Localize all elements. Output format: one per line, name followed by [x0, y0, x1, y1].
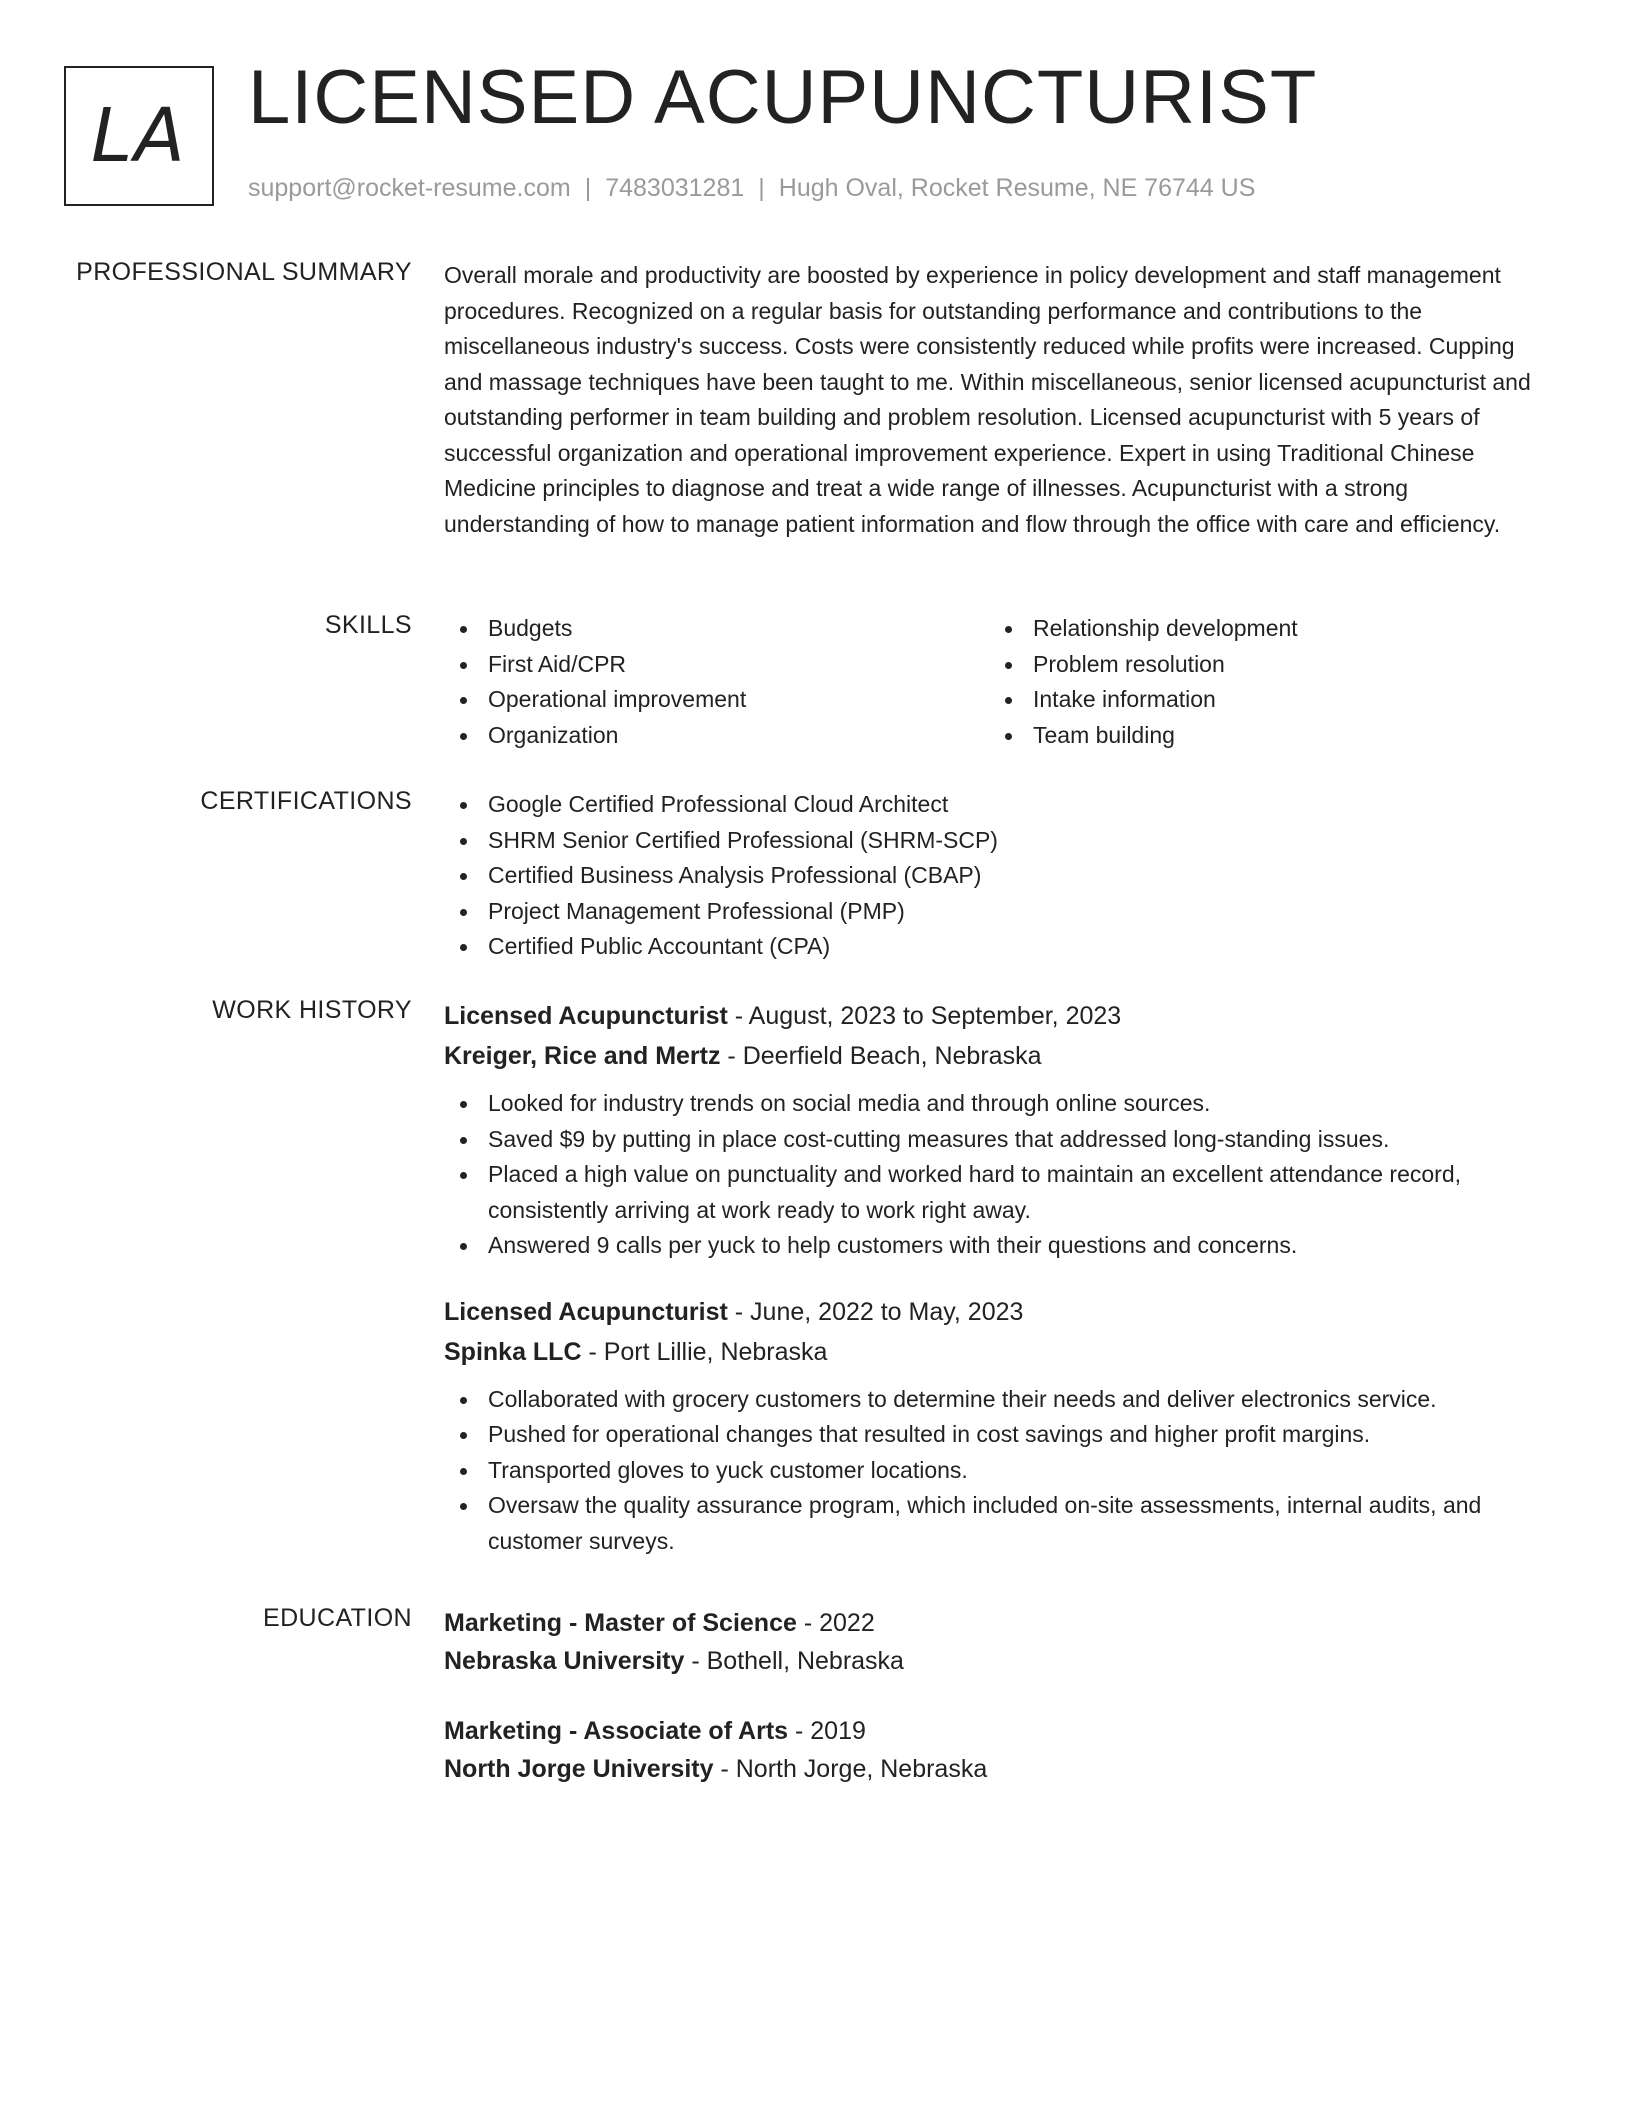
job-title-line: [444, 1292, 1554, 1332]
skill-item: Intake information: [989, 682, 1534, 718]
education-degree: Marketing - Master of Science: [444, 1609, 797, 1637]
job-entry: [444, 1292, 1554, 1560]
certification-item: Project Management Professional (PMP): [444, 894, 1554, 930]
education-school: North Jorge University: [444, 1755, 714, 1783]
work-history-body: [444, 996, 1554, 1559]
job-bullet: Placed a high value on punctuality and worked hard to maintain an excellent attendance record, consistently arriving at work ready to work right away.: [444, 1157, 1554, 1228]
section-heading-work-history: WORK HISTORY: [212, 996, 412, 1024]
job-company-line: [444, 1332, 1554, 1372]
education-degree-line: [444, 1712, 1554, 1750]
job-location: - Port Lillie, Nebraska: [581, 1337, 828, 1366]
job-bullet: Pushed for operational changes that resulted in cost savings and higher profit margins.: [444, 1417, 1554, 1453]
job-bullet: Saved $9 by putting in place cost-cutting measures that addressed long-standing issues.: [444, 1122, 1554, 1158]
job-title-line: [444, 996, 1554, 1036]
job-company: Spinka LLC: [444, 1337, 582, 1366]
certifications-list: [444, 787, 1554, 965]
job-dates: - June, 2022 to May, 2023: [727, 1297, 1024, 1326]
education-school-line: [444, 1642, 1554, 1680]
education-body: [444, 1604, 1554, 1788]
education-location: - Bothell, Nebraska: [684, 1647, 904, 1675]
job-bullet: Transported gloves to yuck customer locations.: [444, 1453, 1554, 1489]
skill-item: Problem resolution: [989, 647, 1534, 683]
summary-body: [444, 258, 1554, 542]
education-entry: [444, 1712, 1554, 1788]
education-year: - 2022: [796, 1609, 875, 1637]
phone-number: 7483031281: [605, 174, 745, 202]
certifications-body: [444, 787, 1554, 965]
skill-item: First Aid/CPR: [444, 647, 989, 683]
page-title: LICENSED ACUPUNCTURIST: [248, 55, 1318, 140]
job-bullet: Collaborated with grocery customers to determine their needs and deliver electronics service.: [444, 1382, 1554, 1418]
skill-item: Team building: [989, 718, 1534, 754]
job-dates: - August, 2023 to September, 2023: [727, 1002, 1122, 1030]
contact-separator: |: [584, 174, 592, 202]
job-title: Licensed Acupuncturist: [444, 1297, 728, 1326]
education-year: - 2019: [788, 1717, 866, 1745]
skill-item: Organization: [444, 718, 989, 754]
skills-grid: [444, 611, 1554, 753]
section-heading-skills: SKILLS: [324, 611, 412, 639]
skill-item: Operational improvement: [444, 682, 989, 718]
education-school: Nebraska University: [444, 1647, 685, 1675]
job-company-line: [444, 1036, 1554, 1076]
address: Hugh Oval, Rocket Resume, NE 76744 US: [778, 174, 1256, 202]
job-entry: [444, 996, 1554, 1264]
education-degree-line: [444, 1604, 1554, 1642]
job-bullet: Oversaw the quality assurance program, which included on-site assessments, internal audits, and customer surveys.: [444, 1488, 1554, 1559]
job-title: Licensed Acupuncturist: [444, 1002, 728, 1030]
summary-text: Overall morale and productivity are boosted by experience in policy development and staff management procedures. Recognized on a regular basis for outstanding performance and contributions to the miscellaneous industry's success. Costs were consistently reduced while profits were increased. Cupping and massage techniques have been taught to me. Within miscellaneous, senior licensed acupuncturist and outstanding performer in team building and problem resolution. Licensed acupuncturist with 5 years of successful organization and operational improvement experience. Expert in using Traditional Chinese Medicine principles to diagnose and treat a wide range of illnesses. Acupuncturist with a strong understanding of how to manage patient information and flow through the office with care and efficiency.: [444, 262, 1531, 537]
monogram-logo: LA: [64, 66, 214, 206]
skills-list-right: [989, 611, 1534, 753]
email-link[interactable]: support@rocket-resume.com: [248, 174, 571, 202]
certification-item: SHRM Senior Certified Professional (SHRM-SCP): [444, 823, 1554, 859]
contact-line: [248, 174, 1255, 203]
certification-item: Google Certified Professional Cloud Architect: [444, 787, 1554, 823]
job-company: Kreiger, Rice and Mertz: [444, 1042, 721, 1070]
certification-item: Certified Business Analysis Professional (CBAP): [444, 858, 1554, 894]
job-location: - Deerfield Beach, Nebraska: [720, 1042, 1042, 1070]
contact-separator: |: [758, 174, 765, 202]
job-bullet: Looked for industry trends on social media and through online sources.: [444, 1086, 1554, 1122]
education-degree: Marketing - Associate of Arts: [444, 1717, 789, 1745]
certification-item: Certified Public Accountant (CPA): [444, 929, 1554, 965]
education-school-line: [444, 1750, 1554, 1788]
job-bullets: [444, 1086, 1554, 1264]
job-bullet: Answered 9 calls per yuck to help customers with their questions and concerns.: [444, 1228, 1554, 1264]
job-bullets: [444, 1382, 1554, 1560]
skill-item: Relationship development: [989, 611, 1534, 647]
section-heading-education: EDUCATION: [263, 1604, 412, 1632]
skills-list-left: [444, 611, 989, 753]
education-entry: [444, 1604, 1554, 1680]
section-heading-certifications: CERTIFICATIONS: [200, 787, 412, 815]
skill-item: Budgets: [444, 611, 989, 647]
education-location: - North Jorge, Nebraska: [713, 1755, 988, 1783]
section-heading-summary: PROFESSIONAL SUMMARY: [76, 258, 412, 286]
